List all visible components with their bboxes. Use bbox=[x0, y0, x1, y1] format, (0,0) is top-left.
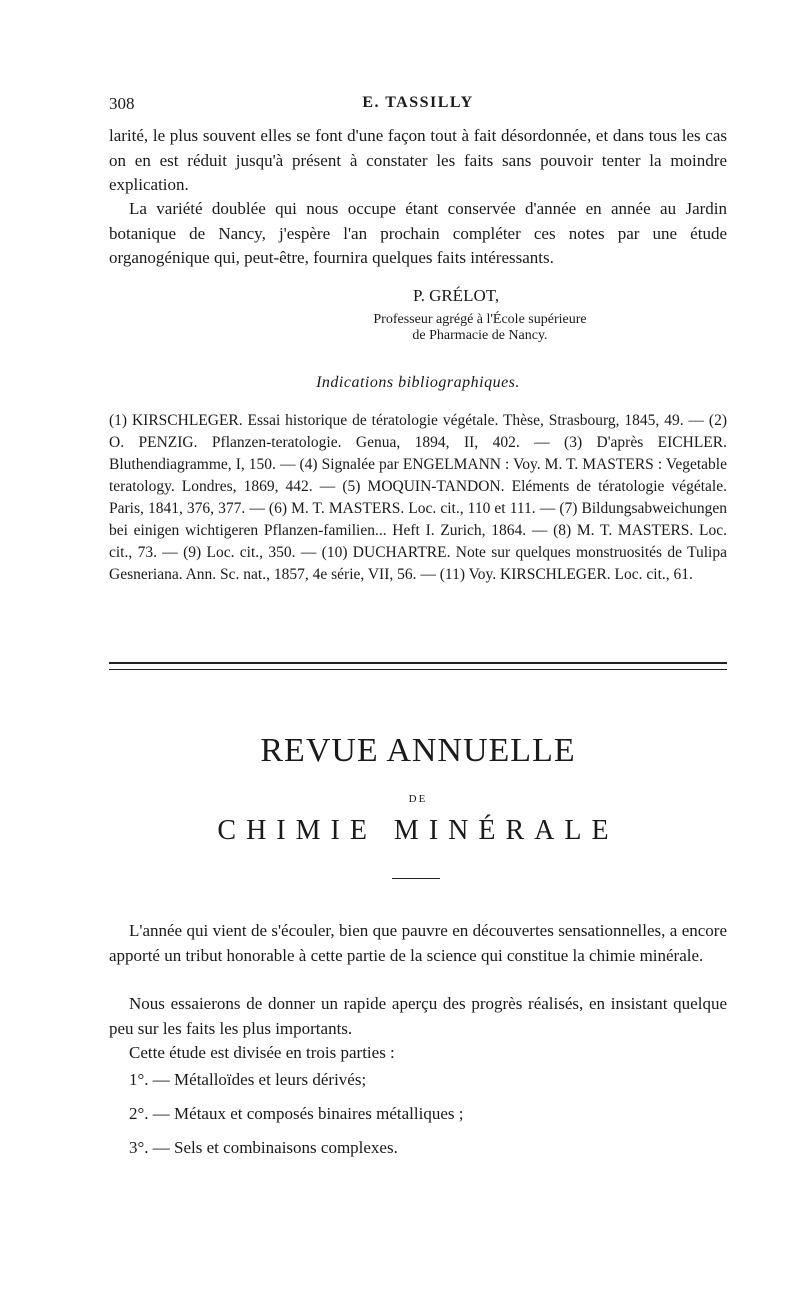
section-title-revue: REVUE ANNUELLE bbox=[260, 732, 576, 769]
running-title: E. TASSILLY bbox=[362, 94, 474, 111]
section-title-chimie: CHIMIE MINÉRALE bbox=[217, 815, 619, 846]
section-title-de: DE bbox=[408, 793, 428, 805]
paragraph-text: Nous essaierons de donner un rapide aperçu des progrès réalisés, en insistant quelque peu sur les faits les plus importants. bbox=[109, 994, 727, 1038]
section-divider-thin bbox=[109, 669, 727, 670]
bibliography-heading: Indications bibliographiques. bbox=[316, 374, 520, 391]
paragraph-divisee bbox=[109, 1041, 727, 1066]
running-header bbox=[109, 94, 727, 116]
paragraph-variete bbox=[109, 197, 727, 271]
paragraph-text: larité, le plus souvent elles se font d'une façon tout à fait désordonnée, et dans tous les cas on en est réduit jusqu'à présent à constater les faits sans pouvoir tenter la moindre explication. bbox=[109, 126, 727, 194]
list-item: 3°. — Sels et combinaisons complexes. bbox=[129, 1138, 398, 1157]
list-item: 1°. — Métalloïdes et leurs dérivés; bbox=[129, 1070, 367, 1089]
signature-name: P. GRÉLOT, bbox=[413, 286, 500, 305]
paragraph-text: Cette étude est divisée en trois parties : bbox=[129, 1043, 395, 1062]
title-rule bbox=[392, 878, 440, 879]
page-number: 308 bbox=[109, 94, 135, 113]
list-item: 2°. — Métaux et composés binaires métalliques ; bbox=[129, 1104, 464, 1123]
paragraph-annee bbox=[109, 919, 727, 968]
signature-title-line2: de Pharmacie de Nancy. bbox=[412, 328, 548, 343]
section-divider-thick bbox=[109, 662, 727, 664]
paragraph-text: La variété doublée qui nous occupe étant conservée d'année en année au Jardin botanique de Nancy, j'espère l'an prochain compléter ces notes par une étude organogénique qui, peut-être, fournira quelques faits intéressants. bbox=[109, 199, 727, 267]
parts-list bbox=[129, 1068, 727, 1170]
bibliography-references: (1) KIRSCHLEGER. Essai historique de tératologie végétale. Thèse, Strasbourg, 1845, 49. — (2) O. PENZIG. Pflanzen-teratologie. Genua, 1894, II, 402. — (3) D'après EICHLER. Bluthendiagramme, I, 150. — (4) Signalée par ENGELMANN : Voy. M. T. MASTERS : Vegetable teratology. Londres, 1869, 442. — (5) MOQUIN-TANDON. Eléments de tératologie végétale. Paris, 1841, 376, 377. — (6) M. T. MASTERS. Loc. cit., 110 et 111. — (7) Bildungsabweichungen bei einigen wichtigeren Pflanzen-familien... Heft I. Zurich, 1864. — (8) M. T. MASTERS. Loc. cit., 73. — (9) Loc. cit., 350. — (10) DUCHARTRE. Note sur quelques monstruosités de Tulipa Gesneriana. Ann. Sc. nat., 1857, 4e série, VII, 56. — (11) Voy. KIRSCHLEGER. Loc. cit., 61. bbox=[109, 412, 727, 583]
paragraph-essai bbox=[109, 992, 727, 1041]
paragraph-continued bbox=[109, 124, 727, 198]
signature-title-line1: Professeur agrégé à l'École supérieure bbox=[373, 312, 587, 327]
paragraph-text: L'année qui vient de s'écouler, bien que pauvre en découvertes sensationnelles, a encore apporté un tribut honorable à cette partie de la science qui constitue la chimie minérale. bbox=[109, 921, 727, 965]
